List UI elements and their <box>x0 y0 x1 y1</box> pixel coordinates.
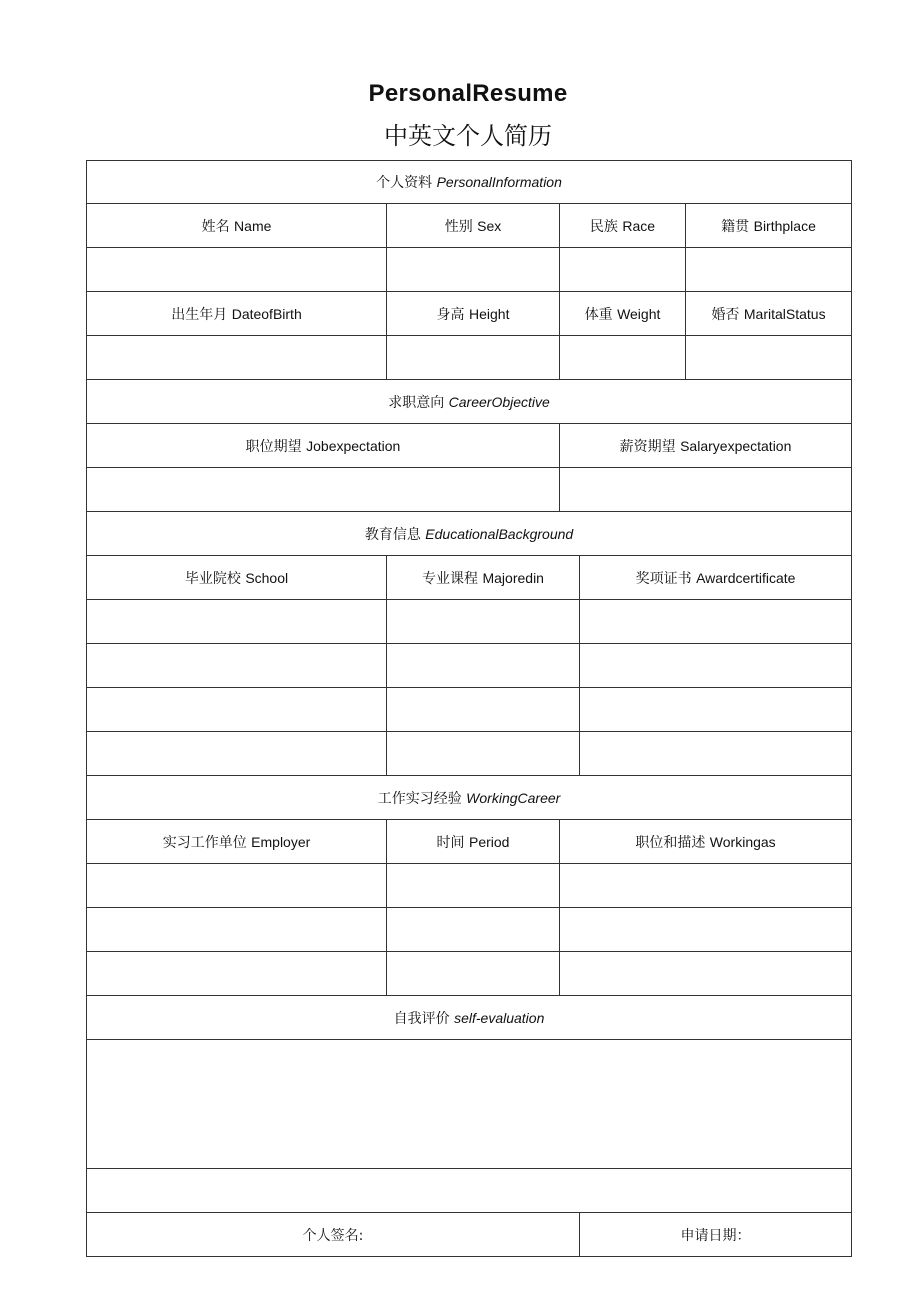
period-label: 时间 Period <box>387 820 560 864</box>
school-field[interactable] <box>87 732 387 776</box>
blank-field[interactable] <box>87 1169 852 1213</box>
height-label: 身高 Height <box>387 292 560 336</box>
school-field[interactable] <box>87 688 387 732</box>
birthplace-label: 籍贯 Birthplace <box>686 204 852 248</box>
self-evaluation-field[interactable] <box>87 1040 852 1169</box>
major-field[interactable] <box>387 688 580 732</box>
employer-field[interactable] <box>87 952 387 996</box>
work-row <box>87 908 852 952</box>
school-field[interactable] <box>87 644 387 688</box>
school-field[interactable] <box>87 600 387 644</box>
personal-labels-row-2 <box>87 292 852 336</box>
race-field[interactable] <box>560 248 686 292</box>
personal-section-en: PersonalInformation <box>436 174 562 190</box>
employer-field[interactable] <box>87 908 387 952</box>
work-section-header: 工作实习经验 WorkingCareer <box>87 776 852 820</box>
education-labels-row <box>87 556 852 600</box>
award-field[interactable] <box>580 600 852 644</box>
name-field[interactable] <box>87 248 387 292</box>
sex-field[interactable] <box>387 248 560 292</box>
marital-label: 婚否 MaritalStatus <box>686 292 852 336</box>
work-desc-label: 职位和描述 Workingas <box>560 820 852 864</box>
sex-label: 性别 Sex <box>387 204 560 248</box>
job-expectation-field[interactable] <box>87 468 560 512</box>
work-section-row <box>87 776 852 820</box>
self-evaluation-row <box>87 1040 852 1169</box>
work-row <box>87 864 852 908</box>
birthplace-field[interactable] <box>686 248 852 292</box>
resume-table <box>86 160 852 1257</box>
self-section-row <box>87 996 852 1040</box>
work-desc-field[interactable] <box>560 952 852 996</box>
self-section-header: 自我评价 self-evaluation <box>87 996 852 1040</box>
award-label: 奖项证书 Awardcertificate <box>580 556 852 600</box>
career-section-row <box>87 380 852 424</box>
major-label: 专业课程 Majoredin <box>387 556 580 600</box>
career-section-header: 求职意向 CareerObjective <box>87 380 852 424</box>
career-values-row <box>87 468 852 512</box>
work-labels-row <box>87 820 852 864</box>
signature-label: 个人签名: <box>302 1227 364 1244</box>
footer-row <box>87 1213 852 1257</box>
employer-field[interactable] <box>87 864 387 908</box>
race-label: 民族 Race <box>560 204 686 248</box>
major-field[interactable] <box>387 644 580 688</box>
personal-section-cn: 个人资料 <box>376 175 433 191</box>
award-field[interactable] <box>580 732 852 776</box>
title-chinese: 中英文个人简历 <box>384 122 552 150</box>
blank-row <box>87 1169 852 1213</box>
award-field[interactable] <box>580 688 852 732</box>
work-desc-field[interactable] <box>560 864 852 908</box>
period-field[interactable] <box>387 908 560 952</box>
education-row <box>87 600 852 644</box>
personal-values-row-1 <box>87 248 852 292</box>
title-english: PersonalResume <box>368 80 568 107</box>
education-section-header: 教育信息 EducationalBackground <box>87 512 852 556</box>
dob-field[interactable] <box>87 336 387 380</box>
personal-section-header <box>87 161 852 204</box>
name-label: 姓名 Name <box>87 204 387 248</box>
dob-label: 出生年月 DateofBirth <box>87 292 387 336</box>
personal-values-row-2 <box>87 336 852 380</box>
date-cell[interactable] <box>580 1213 852 1257</box>
date-label: 申请日期： <box>680 1227 751 1244</box>
personal-section-row <box>87 161 852 204</box>
salary-expectation-field[interactable] <box>560 468 852 512</box>
major-field[interactable] <box>387 732 580 776</box>
education-row <box>87 644 852 688</box>
job-expectation-label: 职位期望 Jobexpectation <box>87 424 560 468</box>
marital-field[interactable] <box>686 336 852 380</box>
education-row <box>87 732 852 776</box>
major-field[interactable] <box>387 600 580 644</box>
weight-label: 体重 Weight <box>560 292 686 336</box>
period-field[interactable] <box>387 952 560 996</box>
salary-expectation-label: 薪资期望 Salaryexpectation <box>560 424 852 468</box>
signature-cell[interactable] <box>87 1213 580 1257</box>
personal-labels-row-1 <box>87 204 852 248</box>
period-field[interactable] <box>387 864 560 908</box>
school-label: 毕业院校 School <box>87 556 387 600</box>
career-labels-row <box>87 424 852 468</box>
height-field[interactable] <box>387 336 560 380</box>
education-row <box>87 688 852 732</box>
work-desc-field[interactable] <box>560 908 852 952</box>
education-section-row <box>87 512 852 556</box>
weight-field[interactable] <box>560 336 686 380</box>
award-field[interactable] <box>580 644 852 688</box>
work-row <box>87 952 852 996</box>
employer-label: 实习工作单位 Employer <box>87 820 387 864</box>
